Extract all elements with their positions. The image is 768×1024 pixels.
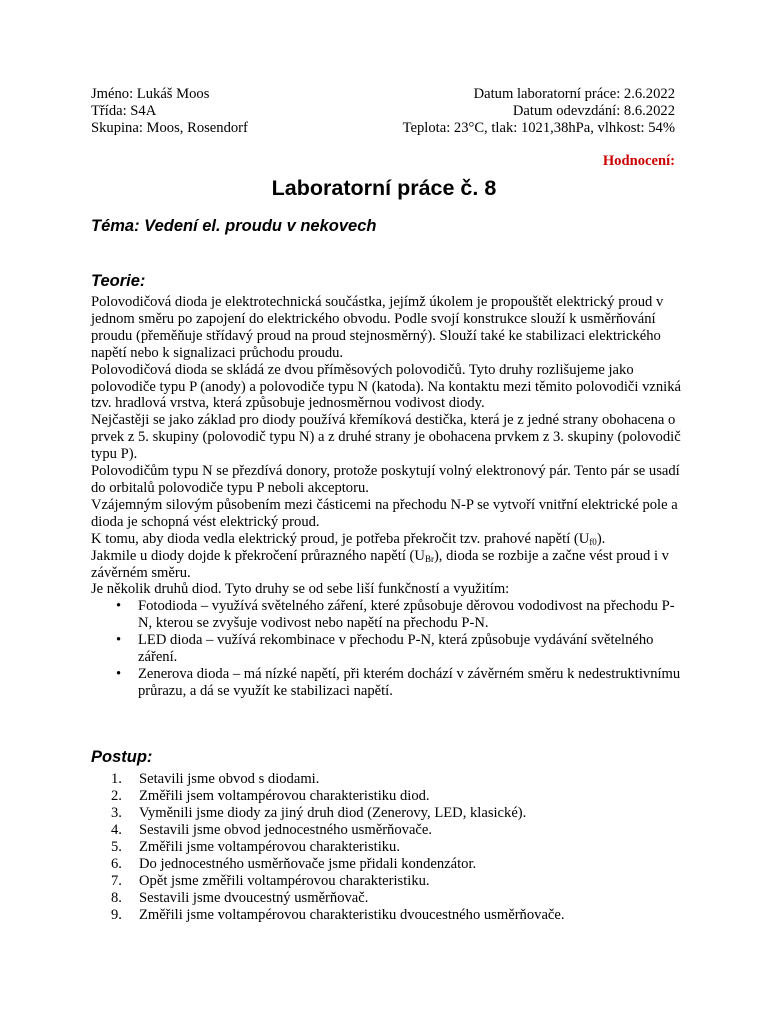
theory-paragraph-breakdown xyxy=(91,548,681,582)
theory-section xyxy=(91,294,681,700)
list-item xyxy=(111,771,691,788)
step-number: 2. xyxy=(111,788,122,804)
theory-paragraph-threshold xyxy=(91,531,681,548)
diode-types-list xyxy=(91,598,681,699)
step-number: 7. xyxy=(111,873,122,889)
conditions: Teplota: 23°C, tlak: 1021,38hPa, vlhkost: 54% xyxy=(402,120,675,136)
threshold-subscript: f0 xyxy=(589,536,597,547)
list-item xyxy=(111,907,691,924)
list-item xyxy=(111,839,691,856)
breakdown-subscript: Br xyxy=(424,553,434,564)
theory-heading: Teorie: xyxy=(91,272,146,290)
page-title: Laboratorní práce č. 8 xyxy=(271,176,497,200)
theory-paragraph: Polovodičová dioda se skládá ze dvou příměsových polovodičů. Tyto druhy rozlišujeme jako polovodiče typu P (anody) a polovodiče typu N (katoda). Na kontaktu mezi těmito polovodiči vzniká tzv. hradlová vrstva, která způsobuje jednosměrnou vodivost diody. xyxy=(91,361,681,412)
list-item: • Zenerova dioda – má nízké napětí, při kterém dochází v závěrném směru k nedestruktivnímu průrazu, a dá se využít ke stabilizaci napětí. xyxy=(138,666,681,700)
step-text: Sestavili jsme obvod jednocestného usměrňovače. xyxy=(139,822,433,838)
step-text: Setavili jsme obvod s diodami. xyxy=(139,771,320,787)
step-number: 3. xyxy=(111,805,122,821)
step-text: Změřili jsem voltampérovou charakteristiku diod. xyxy=(139,788,430,804)
list-item: • Fotodioda – využívá světelného záření, které způsobuje děrovou vododivost na přechodu P-N, kterou se zvyšuje vodivost nebo napětí na přechodu P-N. xyxy=(138,598,681,632)
step-text: Opět jsme změřili voltampérovou charakteristiku. xyxy=(139,873,430,889)
theory-paragraph: Nejčastěji se jako základ pro diody používá křemíková destička, která je z jedné strany obohacena o prvek z 5. skupiny (polovodič typu N) a z druhé strany je obohacena prvkem z 3. skupiny (polovodič typu P). xyxy=(91,412,681,463)
step-text: Změřili jsme voltampérovou charakteristiku. xyxy=(139,839,400,855)
step-number: 5. xyxy=(111,839,122,855)
student-class: Třída: S4A xyxy=(91,103,157,119)
list-item xyxy=(111,873,691,890)
step-number: 6. xyxy=(111,856,122,872)
procedure-heading: Postup: xyxy=(91,748,153,766)
submission-date: Datum odevzdání: 8.6.2022 xyxy=(512,103,675,119)
breakdown-text-end: ), dioda se rozbije a začne vést proud i v závěrném směru. xyxy=(91,547,669,581)
step-number: 1. xyxy=(111,771,122,787)
theory-paragraph: Vzájemným silovým působením mezi částicemi na přechodu N-P se vytvoří vnitřní elektrické pole a dioda je schopná vést elektrický proud. xyxy=(91,496,678,530)
step-number: 8. xyxy=(111,890,122,906)
step-text: Změřili jsme voltampérovou charakteristiku dvoucestného usměrňovače. xyxy=(139,907,565,923)
theory-paragraph: Je několik druhů diod. Tyto druhy se od sebe liší funkčností a využitím: xyxy=(91,581,510,598)
step-number: 4. xyxy=(111,822,122,838)
grade-label: Hodnocení: xyxy=(602,153,675,169)
breakdown-text: Jakmile u diody dojde k překročení průrazného napětí (U xyxy=(91,547,425,564)
step-text: Do jednocestného usměrňovače jsme přidali kondenzátor. xyxy=(139,856,477,872)
list-item xyxy=(111,856,691,873)
list-item xyxy=(111,805,691,822)
list-item xyxy=(111,890,691,907)
list-item xyxy=(111,788,691,805)
lab-date: Datum laboratorní práce: 2.6.2022 xyxy=(473,86,675,102)
theory-paragraph: Polovodičům typu N se přezdívá donory, protože poskytují volný elektronový pár. Tento pár se usadí do orbitalů polovodiče typu P neboli akceptoru. xyxy=(91,463,680,496)
topic-heading: Téma: Vedení el. proudu v nekovech xyxy=(91,217,377,235)
theory-paragraph: Polovodičová dioda je elektrotechnická součástka, jejímž úkolem je propouštět elektrický proud v jednom směru po zapojení do elektrického obvodu. Podle svojí konstrukce slouží k usměrňování proudu (přeměňuje střídavý proud na proud stejnosměrný). Slouží také ke stabilizaci elektrického napětí nebo k signalizaci průchodu proudu. xyxy=(91,294,664,361)
student-name: Jméno: Lukáš Moos xyxy=(91,86,210,102)
document-header xyxy=(91,86,675,137)
step-number: 9. xyxy=(111,907,122,923)
header-left xyxy=(91,86,248,137)
procedure-list xyxy=(111,771,691,924)
threshold-text-end: ). xyxy=(596,530,606,547)
step-text: Vyměnili jsme diody za jiný druh diod (Zenerovy, LED, klasické). xyxy=(139,805,527,821)
header-right xyxy=(403,86,675,137)
threshold-text: K tomu, aby dioda vedla elektrický proud, je potřeba překročit tzv. prahové napětí (U xyxy=(91,530,590,547)
list-item: • LED dioda – vužívá rekombinace v přechodu P-N, která způsobuje vydávání světelného záření. xyxy=(138,632,681,666)
student-group: Skupina: Moos, Rosendorf xyxy=(91,120,248,136)
step-text: Sestavili jsme dvoucestný usměrňovač. xyxy=(139,890,369,906)
list-item xyxy=(111,822,691,839)
